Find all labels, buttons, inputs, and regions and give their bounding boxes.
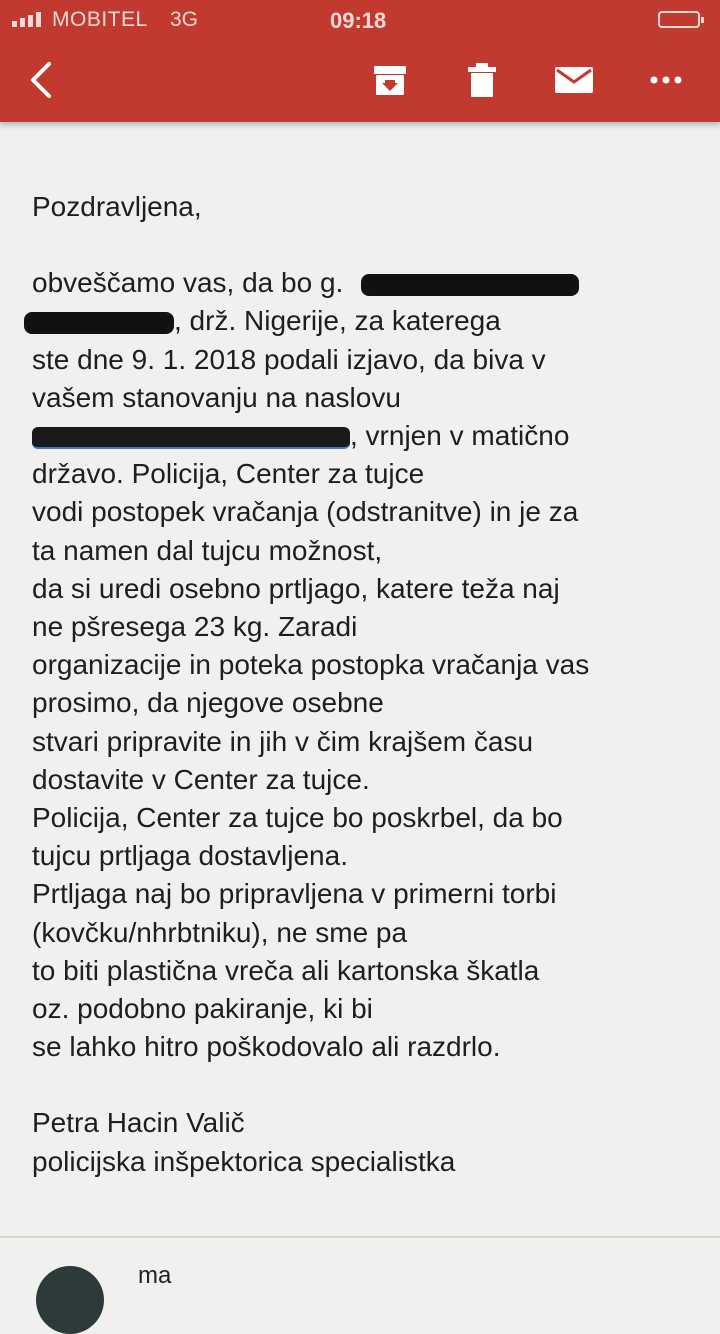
redacted-name xyxy=(24,312,174,334)
avatar[interactable] xyxy=(36,1266,104,1334)
action-bar xyxy=(0,40,720,122)
body-line: vašem stanovanju na naslovu xyxy=(32,381,401,413)
body-line: obveščamo vas, da bo g. xyxy=(32,264,692,302)
body-line: ta namen dal tujcu možnost, xyxy=(32,534,383,566)
body-line: Prtljaga naj bo pripravljena v primerni torbi xyxy=(32,878,557,910)
body-line: vodi postopek vračanja (odstranitve) in je za xyxy=(32,496,579,528)
more-options-button[interactable] xyxy=(636,50,696,110)
more-icon xyxy=(646,60,686,100)
signal-icon xyxy=(12,12,41,27)
sender-name[interactable]: ma xyxy=(138,1262,172,1289)
status-time: 09:18 xyxy=(330,8,387,33)
body-line: , drž. Nigerije, za katerega xyxy=(32,302,692,340)
signature-title: policijska inšpektorica specialistka xyxy=(32,1145,456,1177)
body-line: ste dne 9. 1. 2018 podali izjavo, da biva v xyxy=(32,343,546,375)
carrier-name: MOBITEL xyxy=(52,8,148,31)
body-line: prosimo, da njegove osebne xyxy=(32,687,384,719)
back-button[interactable] xyxy=(12,50,72,110)
email-body xyxy=(32,188,692,1181)
body-line: , vrnjen v matično xyxy=(32,417,692,455)
body-line: dostavite v Center za tujce. xyxy=(32,763,370,795)
back-arrow-icon xyxy=(27,60,57,100)
archive-button[interactable] xyxy=(360,50,420,110)
status-bar xyxy=(0,0,720,40)
body-line: (kovčku/nhrbtniku), ne sme pa xyxy=(32,916,408,948)
top-app-bar xyxy=(0,0,720,122)
battery-icon xyxy=(658,11,700,28)
body-line: organizacije in poteka postopka vračanja vas xyxy=(32,649,590,681)
body-line: oz. podobno pakiranje, ki bi xyxy=(32,993,373,1025)
body-line: da si uredi osebno prtljago, katere teža naj xyxy=(32,572,560,604)
email-greeting: Pozdravljena, xyxy=(32,191,202,222)
mark-unread-button[interactable] xyxy=(544,50,604,110)
email-signature xyxy=(32,1104,692,1180)
email-message xyxy=(32,264,692,1066)
redacted-address-link[interactable] xyxy=(32,427,350,449)
redacted-name xyxy=(361,274,579,296)
body-line: tujcu prtljaga dostavljena. xyxy=(32,840,348,872)
message-divider xyxy=(0,1236,720,1238)
body-line: ne pšresega 23 kg. Zaradi xyxy=(32,611,358,643)
body-line: se lahko hitro poškodovalo ali razdrlo. xyxy=(32,1031,501,1063)
delete-button[interactable] xyxy=(452,50,512,110)
signature-name: Petra Hacin Valič xyxy=(32,1107,245,1139)
mail-icon xyxy=(552,60,596,100)
archive-icon xyxy=(370,60,410,100)
body-line: to biti plastična vreča ali kartonska škatla xyxy=(32,954,540,986)
trash-icon xyxy=(462,60,502,100)
body-line: državo. Policija, Center za tujce xyxy=(32,458,425,490)
network-type: 3G xyxy=(170,8,199,31)
body-line: stvari pripravite in jih v čim krajšem času xyxy=(32,725,534,757)
body-line: Policija, Center za tujce bo poskrbel, da bo xyxy=(32,802,563,834)
